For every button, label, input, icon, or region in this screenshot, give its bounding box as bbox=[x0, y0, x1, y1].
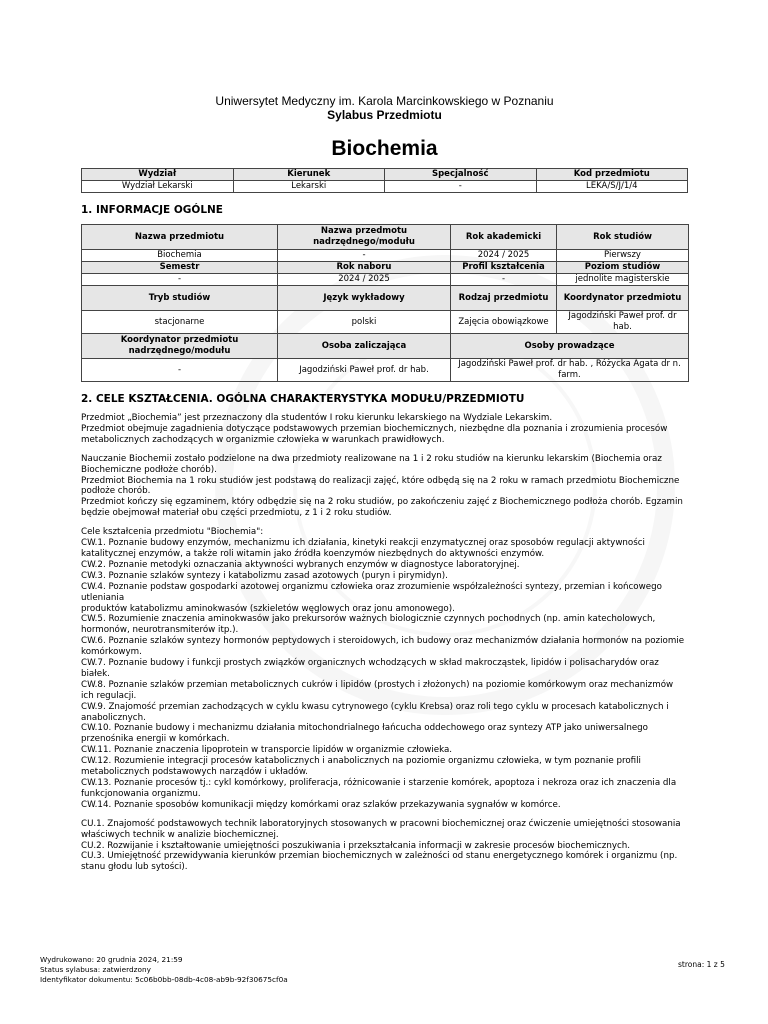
text-line: Przedmiot obejmuje zagadnienia dotyczące podstawowych przemian biochemicznych, niezbędne dla poznania i zrozumienia procesów metabolicznych zachodzących w organizmie człowieka w warunkach prawidłowych. bbox=[81, 423, 668, 445]
text-line: CW.12. Rozumienie integracji procesów katabolicznych i anabolicznych na poziomie organizmu człowieka, w tym poznanie profili metabolicznych podstawowych narządów i układów. bbox=[81, 756, 641, 778]
table-header: Kod przedmiotu bbox=[536, 169, 688, 181]
table-row bbox=[82, 181, 688, 193]
table-header: Osoba zaliczająca bbox=[278, 334, 451, 359]
table-row bbox=[82, 359, 689, 382]
text-line: CW.14. Poznanie sposobów komunikacji między komórkami oraz szlaków przekazywania sygnałów w komórce. bbox=[81, 799, 561, 810]
table-header: Nazwa przedmiotu bbox=[82, 225, 278, 250]
paragraph bbox=[81, 413, 688, 446]
text-line: Cele kształcenia przedmiotu "Biochemia": bbox=[81, 527, 264, 538]
text-line: CW.10. Poznanie budowy i mechanizmu działania mitochondrialnego łańcucha oddechowego oraz syntezy ATP jako uniwersalnego przenośnika energii w komórkach. bbox=[81, 723, 649, 745]
paragraph bbox=[81, 819, 688, 874]
paragraph bbox=[81, 454, 688, 519]
syllabus-status: Status sylabusa: zatwierdzony bbox=[40, 965, 151, 974]
text-line: CW.9. Znajomość przemian zachodzących w cyklu kwasu cytrynowego (cyklu Krebsa) oraz roli tego cyklu w procesach katabolicznych i anabolicznych. bbox=[81, 701, 669, 723]
text-line: Przedmiot Biochemia na 1 roku studiów jest podstawą do realizacji zajęć, które odbędą się na 2 roku w ramach przedmiotu Biochemiczne podłoże chorób. bbox=[81, 475, 680, 497]
print-footer bbox=[40, 955, 288, 985]
document-id: Identyfikator dokumentu: 5c06b0bb-08db-4c08-ab9b-92f30675cf0a bbox=[40, 975, 288, 984]
table-cell: - bbox=[385, 181, 537, 193]
table-cell: - bbox=[278, 250, 451, 262]
table-row bbox=[82, 274, 689, 286]
page-number: strona: 1 z 5 bbox=[678, 960, 725, 969]
table-header: Profil kształcenia bbox=[451, 262, 557, 274]
section-heading-objectives: 2. CELE KSZTAŁCENIA. OGÓLNA CHARAKTERYSTYKA MODUŁU/PRZEDMIOTU bbox=[81, 393, 525, 405]
table-header: Kierunek bbox=[233, 169, 385, 181]
text-line: CW.13. Poznanie procesów tj.: cykl komórkowy, proliferacja, różnicowanie i starzenie komórek, apoptoza i nekroza oraz ich znaczenia dla funkcjonowania organizmu. bbox=[81, 778, 677, 799]
table-cell: Zajęcia obowiązkowe bbox=[451, 311, 557, 334]
text-line: CW.6. Poznanie szlaków syntezy hormonów peptydowych i steroidowych, ich budowy oraz mechanizmów działania hormonów na poziomie komórkowym. bbox=[81, 636, 685, 658]
table-row bbox=[82, 311, 689, 334]
table-header-row bbox=[82, 225, 689, 250]
document-type: Sylabus Przedmiotu bbox=[327, 108, 442, 122]
section-heading-general-info: 1. INFORMACJE OGÓLNE bbox=[81, 204, 223, 216]
text-line: Przedmiot „Biochemia” jest przeznaczony dla studentów I roku kierunku lekarskiego na Wydziale Lekarskim. bbox=[81, 413, 553, 423]
objectives-text bbox=[81, 413, 688, 873]
text-line: Przedmiot kończy się egzaminem, który odbędzie się na 2 roku studiów, po zakończeniu zajęć z Biochemicznego podłoża chorób. Egzamin będzie obejmował materiał obu części przedmiotu, z 1 i 2 roku studiów. bbox=[81, 497, 683, 519]
table-header-row bbox=[82, 334, 689, 359]
table-cell: Lekarski bbox=[233, 181, 385, 193]
table-header: Język wykładowy bbox=[278, 286, 451, 311]
text-line: CW.2. Poznanie metodyki oznaczania aktywności wybranych enzymów w diagnostyce laboratoryjnej. bbox=[81, 559, 520, 570]
faculty-table bbox=[81, 168, 688, 193]
text-line: CW.11. Poznanie znaczenia lipoprotein w transporcie lipidów w organizmie człowieka. bbox=[81, 745, 453, 756]
text-line: CW.5. Rozumienie znaczenia aminokwasów jako prekursorów ważnych biologicznie czynnych pochodnych (np. amin katecholowych, hormonów, neurotransmiterów itp.). bbox=[81, 614, 656, 636]
course-title: Biochemia bbox=[331, 137, 438, 160]
text-line: CU.3. Umiejętność przewidywania kierunków przemian biochemicznych w zależności od stanu energetycznego komórek i organizmu (np. stanu głodu lub sytości). bbox=[81, 851, 678, 873]
table-cell: stacjonarne bbox=[82, 311, 278, 334]
table-header-row bbox=[82, 169, 688, 181]
table-cell: Biochemia bbox=[82, 250, 278, 262]
table-cell: polski bbox=[278, 311, 451, 334]
table-header: Semestr bbox=[82, 262, 278, 274]
table-header: Specjalność bbox=[385, 169, 537, 181]
general-info-table bbox=[81, 224, 689, 382]
table-header: Rok naboru bbox=[278, 262, 451, 274]
table-cell: 2024 / 2025 bbox=[278, 274, 451, 286]
table-header: Koordynator przedmiotu nadrzędnego/modułu bbox=[82, 334, 278, 359]
table-header: Rodzaj przedmiotu bbox=[451, 286, 557, 311]
table-header-row bbox=[82, 286, 689, 311]
text-line: CW.3. Poznanie szlaków syntezy i katabolizmu zasad azotowych (puryn i pirymidyn). bbox=[81, 570, 448, 581]
table-cell: - bbox=[451, 274, 557, 286]
table-cell: jednolite magisterskie bbox=[557, 274, 689, 286]
text-line: produktów katabolizmu aminokwasów (szkieletów węglowych oraz jonu amonowego). bbox=[81, 603, 455, 614]
table-header: Rok akademicki bbox=[451, 225, 557, 250]
table-cell: - bbox=[82, 359, 278, 382]
paragraph bbox=[81, 527, 688, 811]
text-line: właściwych technik w analizie biochemicznej. bbox=[81, 829, 279, 840]
table-header: Koordynator przedmiotu bbox=[557, 286, 689, 311]
printed-date: Wydrukowano: 20 grudnia 2024, 21:59 bbox=[40, 955, 183, 964]
table-cell: Wydział Lekarski bbox=[82, 181, 234, 193]
text-line: CW.1. Poznanie budowy enzymów, mechanizmu ich działania, kinetyki reakcji enzymatycznej oraz sposobów regulacji aktywności bbox=[81, 538, 645, 549]
table-cell: Jagodziński Paweł prof. dr hab. bbox=[557, 311, 689, 334]
text-line: CW.7. Poznanie budowy i funkcji prostych związków organicznych wchodzących w skład makrocząstek, lipidów i polisacharydów oraz białek. bbox=[81, 658, 659, 679]
text-line: CW.4. Poznanie podstaw gospodarki azotowej organizmu człowieka oraz zrozumienie współzależności syntezy, przemian i końcowego utleniania bbox=[81, 581, 662, 603]
table-header: Rok studiów bbox=[557, 225, 689, 250]
text-line: CU.1. Znajomość podstawowych technik laboratoryjnych stosowanych w pracowni biochemicznej oraz ćwiczenie umiejętności stosowania bbox=[81, 818, 681, 829]
table-header-row bbox=[82, 262, 689, 274]
table-cell: - bbox=[82, 274, 278, 286]
table-header: Osoby prowadzące bbox=[451, 334, 689, 359]
table-cell: Pierwszy bbox=[557, 250, 689, 262]
table-cell: 2024 / 2025 bbox=[451, 250, 557, 262]
table-header: Nazwa przedmotu nadrzędnego/modułu bbox=[278, 225, 451, 250]
university-name: Uniwersytet Medyczny im. Karola Marcinkowskiego w Poznaniu bbox=[215, 94, 554, 108]
table-header: Poziom studiów bbox=[557, 262, 689, 274]
table-cell: Jagodziński Paweł prof. dr hab. bbox=[278, 359, 451, 382]
table-header: Tryb studiów bbox=[82, 286, 278, 311]
table-cell: Jagodziński Paweł prof. dr hab. , Różycka Agata dr n. farm. bbox=[451, 359, 689, 382]
syllabus-page bbox=[81, 94, 688, 873]
text-line: katalitycznej enzymów, a także roli witamin jako źródła koenzymów niezbędnych do aktywności enzymów. bbox=[81, 548, 545, 559]
table-row bbox=[82, 250, 689, 262]
text-line: CU.2. Rozwijanie i kształtowanie umiejętności poszukiwania i przekształcania informacji w zakresie procesów biochemicznych. bbox=[81, 840, 631, 851]
table-cell: LEKA/S/J/1/4 bbox=[536, 181, 688, 193]
table-header: Wydział bbox=[82, 169, 234, 181]
text-line: CW.8. Poznanie szlaków przemian metabolicznych cukrów i lipidów (prostych i złożonych) na poziomie komórkowym oraz mechanizmów ich regulacji. bbox=[81, 679, 674, 701]
text-line: Nauczanie Biochemii zostało podzielone na dwa przedmioty realizowane na 1 i 2 roku studiów na kierunku lekarskim (Biochemia oraz Biochemiczne podłoże chorób). bbox=[81, 453, 662, 475]
